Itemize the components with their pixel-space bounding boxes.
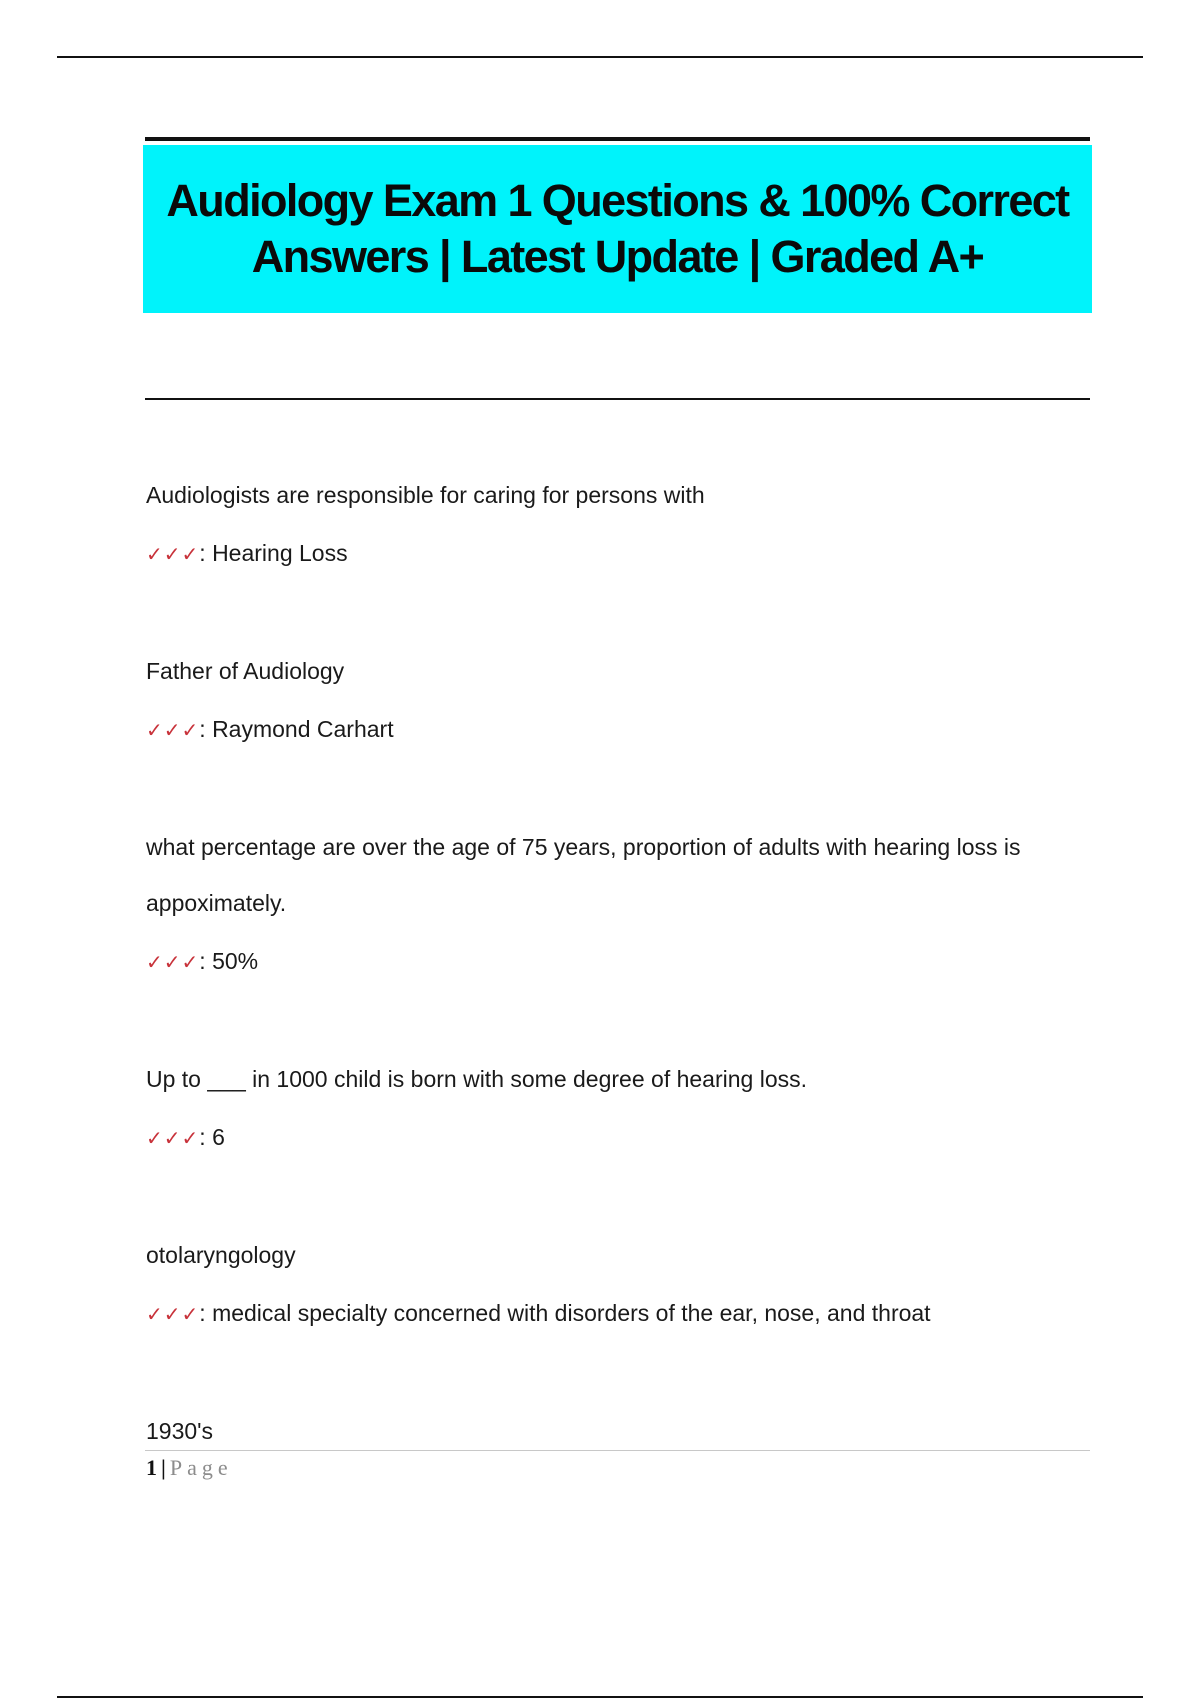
footer-rule [145, 1450, 1090, 1451]
answer-separator: : [199, 1300, 213, 1326]
answer-text: Hearing Loss [212, 540, 348, 566]
answer-line [146, 714, 1091, 745]
question-text: otolaryngology [146, 1242, 296, 1268]
question-text: Up to ___ in 1000 child is born with some degree of hearing loss. [146, 1066, 808, 1092]
check-marks-icon: ✓✓✓ [146, 1302, 200, 1326]
title-banner [143, 145, 1092, 313]
page-label: Page [169, 1455, 233, 1480]
check-marks-icon: ✓✓✓ [146, 950, 200, 974]
check-marks-icon: ✓✓✓ [146, 542, 200, 566]
check-marks-icon: ✓✓✓ [146, 718, 200, 742]
question-text: what percentage are over the age of 75 years, proportion of adults with hearing loss is appoximately. [146, 834, 1021, 916]
title-top-rule [145, 137, 1090, 141]
document-title: Audiology Exam 1 Questions & 100% Correct Answers | Latest Update | Graded A+ [166, 175, 1069, 282]
answer-text: 6 [212, 1124, 225, 1150]
check-marks-icon: ✓✓✓ [146, 1126, 200, 1150]
answer-text: 50% [212, 948, 259, 974]
page-bottom-rule [57, 1696, 1143, 1698]
answer-separator: : [199, 540, 213, 566]
answer-separator: : [199, 716, 213, 742]
answer-line [146, 1298, 1091, 1329]
answer-text: Raymond Carhart [212, 716, 394, 742]
answer-line [146, 538, 1091, 569]
answer-line [146, 1122, 1091, 1153]
answer-separator: : [199, 1124, 213, 1150]
section-divider [145, 398, 1090, 400]
question-text: 1930's [146, 1418, 214, 1444]
answer-separator: : [199, 948, 213, 974]
question-text: Audiologists are responsible for caring for persons with [146, 482, 705, 508]
answer-text: medical specialty concerned with disorders of the ear, nose, and throat [212, 1300, 931, 1326]
page-footer [146, 1454, 233, 1482]
question-text: Father of Audiology [146, 658, 345, 684]
answer-line [146, 946, 1091, 977]
footer-separator: | [161, 1455, 166, 1480]
page-number: 1 [146, 1455, 157, 1480]
page-top-rule [57, 56, 1143, 58]
